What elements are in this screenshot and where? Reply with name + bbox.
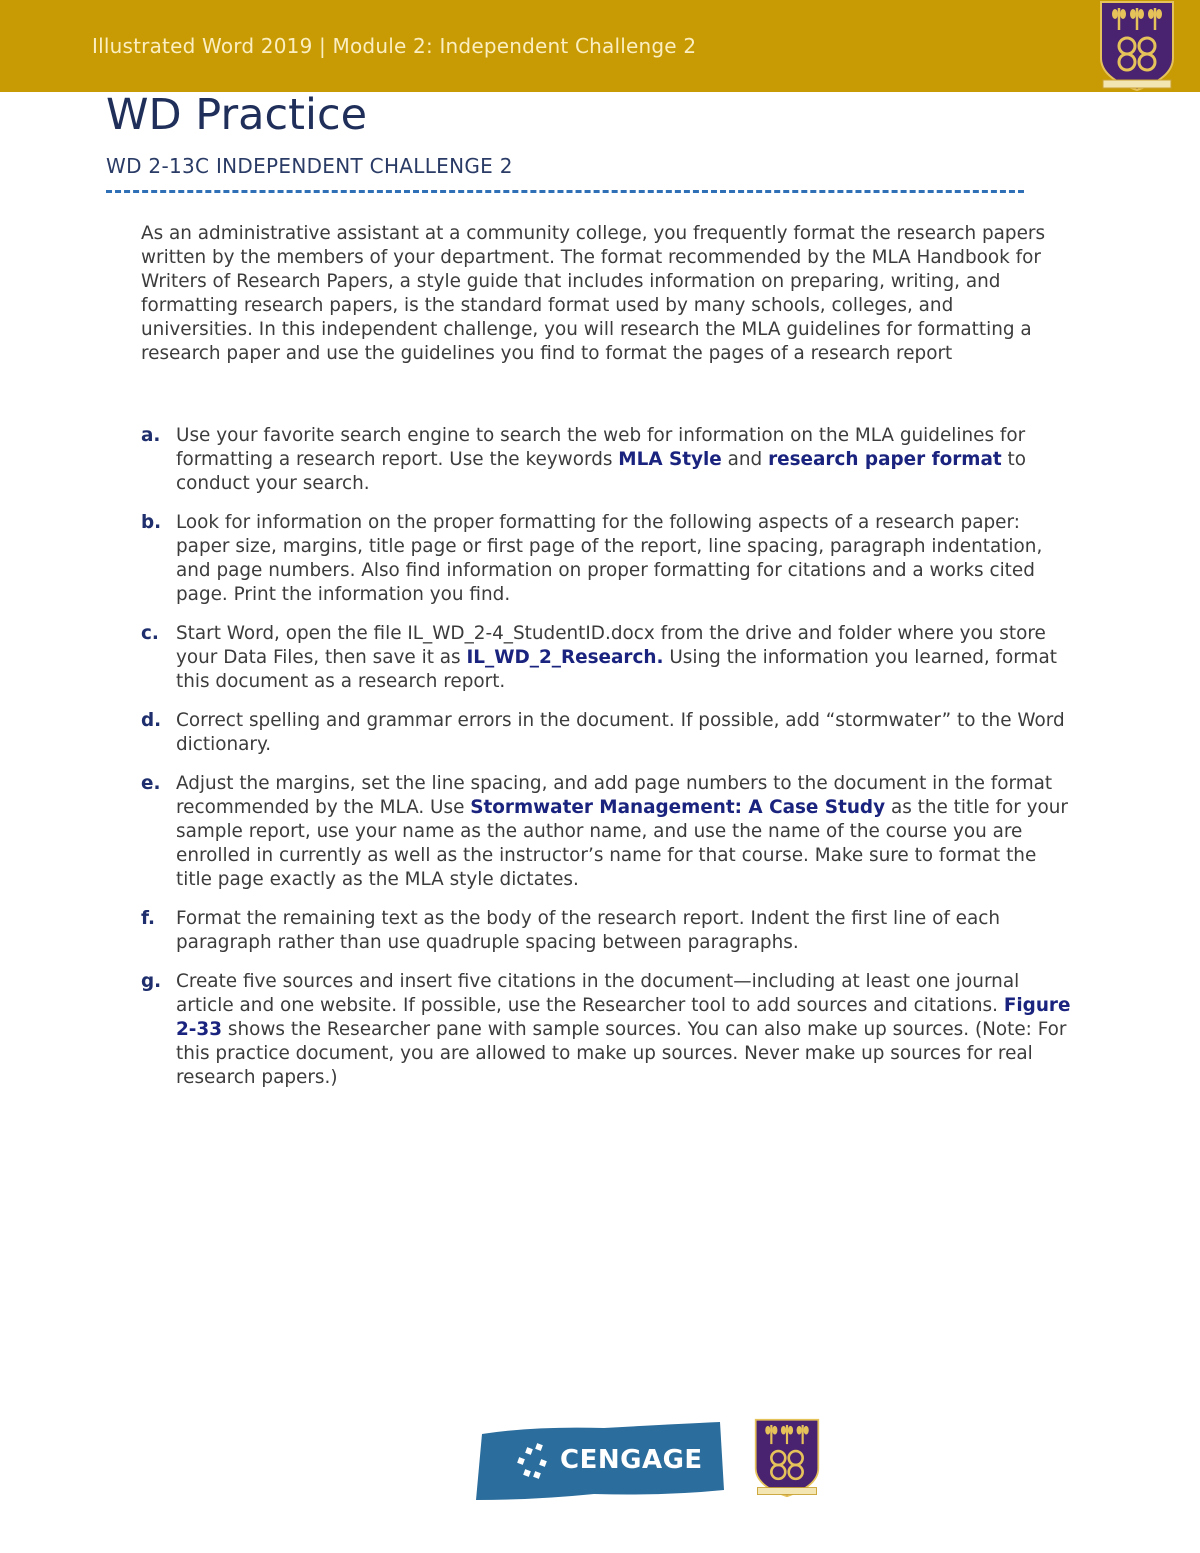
task-letter: b.	[141, 512, 162, 533]
task-text: as the title for your sample report, use your name as the author name, and use the name of the course you are enrolled in currently as well as the instructor’s name for that course. Make sure to format the title page exactly as the MLA style dictates.	[176, 797, 1068, 890]
task-item-d	[141, 709, 1076, 757]
task-letter: a.	[141, 425, 161, 446]
task-text: Start Word, open the file IL_WD_2-4_StudentID.docx from the drive and folder where you store your Data Files, then save it as	[176, 623, 1046, 668]
task-text: Correct spelling and grammar errors in the document. If possible, add “stormwater” to the Word dictionary.	[176, 710, 1065, 755]
task-item-b	[141, 511, 1076, 607]
task-text: shows the Researcher pane with sample sources. You can also make up sources. (Note: For this practice document, you are allowed to make up sources. Never make up sources for real research papers.)	[176, 1019, 1067, 1088]
task-text: Using the information you learned, format this document as a research report.	[176, 647, 1057, 692]
task-letter: d.	[141, 710, 162, 731]
task-text: and	[721, 449, 769, 470]
header-title: Illustrated Word 2019 | Module 2: Independent Challenge 2	[92, 34, 697, 58]
keyword: MLA Style	[618, 449, 722, 470]
task-letter: f.	[141, 908, 155, 929]
task-item-c	[141, 622, 1076, 694]
document-title: WD Practice	[106, 90, 368, 140]
intro-paragraph: As an administrative assistant at a community college, you frequently format the research papers written by the members of your department. The format recommended by the MLA Handbook for Writers of Research Papers, a style guide that includes information on preparing, writing, and formatting research papers, is the standard format used by many schools, colleges, and universities. In this independent challenge, you will research the MLA guidelines for formatting a research paper and use the guidelines you find to format the pages of a research report	[141, 223, 1046, 364]
task-text: Format the remaining text as the body of the research report. Indent the first line of each paragraph rather than use quadruple spacing between paragraphs.	[176, 908, 1000, 953]
task-letter: c.	[141, 623, 159, 644]
university-crest-logo	[752, 1418, 822, 1498]
task-list	[141, 424, 1076, 1105]
task-text: Create five sources and insert five citations in the document—including at least one journal article and one website. If possible, use the Researcher tool to add sources and citations.	[176, 971, 1020, 1016]
task-text: Look for information on the proper formatting for the following aspects of a research paper: paper size, margins, title page or first page of the report, line spacing, paragraph indentation, and page numbers. Also find information on proper formatting for citations and a works cited page. Print the information you find.	[176, 512, 1043, 605]
task-item-f	[141, 907, 1076, 955]
task-text: Use your favorite search engine to search the web for information on the MLA guidelines for formatting a research report. Use the keywords	[176, 425, 1026, 470]
keyword: research paper format	[768, 449, 1002, 470]
document-subtitle: WD 2-13C INDEPENDENT CHALLENGE 2	[106, 154, 513, 178]
keyword: Figure 2-33	[176, 995, 1071, 1040]
task-text: Adjust the margins, set the line spacing, and add page numbers to the document in the format recommended by the MLA. Use	[176, 773, 1053, 818]
task-text: to conduct your search.	[176, 449, 1026, 494]
keyword: IL_WD_2_Research.	[466, 647, 664, 668]
task-item-a	[141, 424, 1076, 496]
dashed-divider	[106, 190, 1024, 193]
task-item-e	[141, 772, 1076, 892]
task-item-g	[141, 970, 1076, 1090]
task-letter: g.	[141, 971, 162, 992]
university-crest-logo	[1097, 0, 1177, 92]
task-letter: e.	[141, 773, 161, 794]
keyword: Stormwater Management: A Case Study	[470, 797, 886, 818]
cengage-wordmark: CENGAGE	[560, 1445, 703, 1475]
